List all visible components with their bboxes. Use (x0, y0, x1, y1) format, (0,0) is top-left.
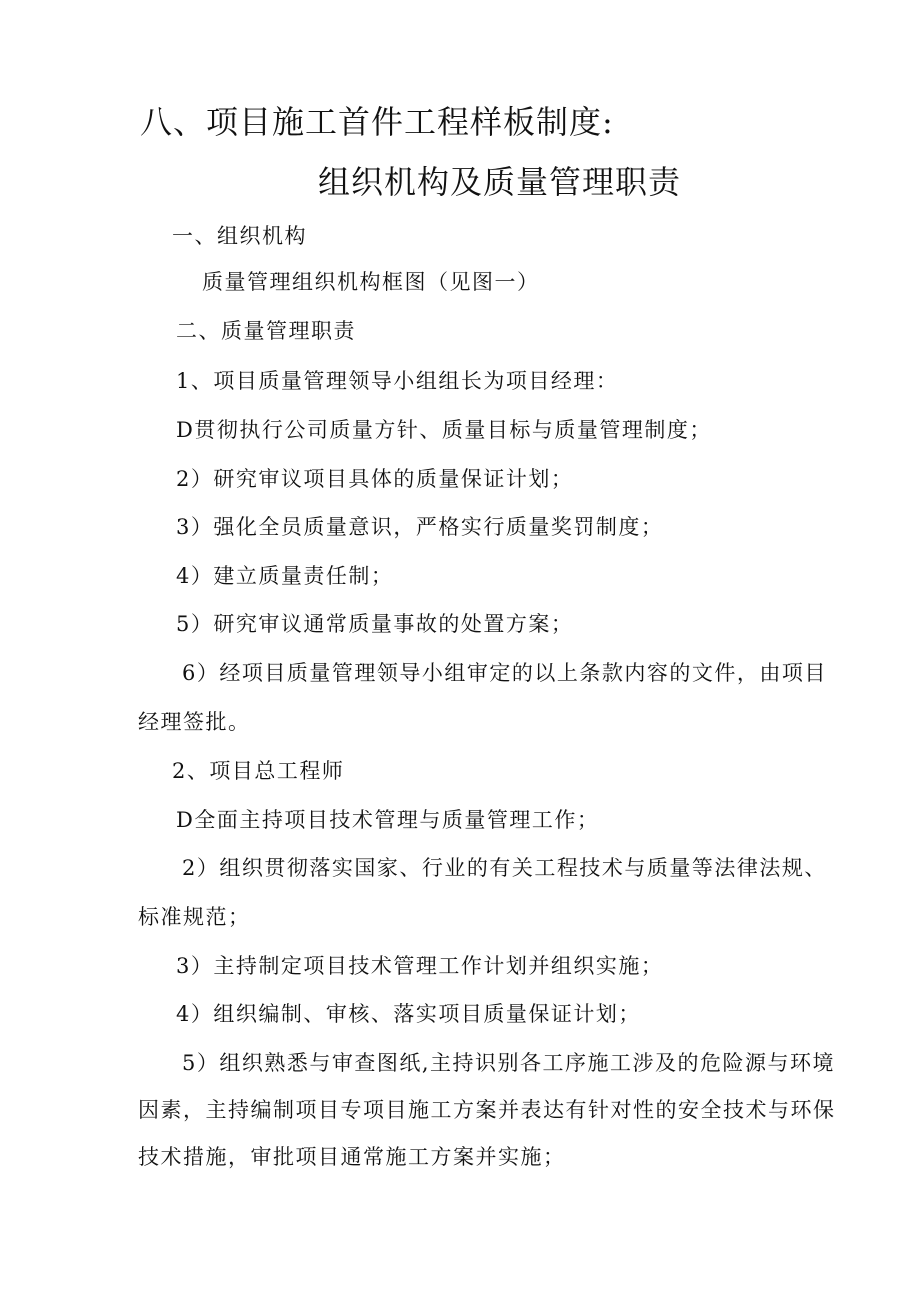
paragraph-line: 技术措施，审批项目通常施工方案并实施； (138, 1145, 566, 1169)
paragraph-line: D全面主持项目技术管理与质量管理工作； (176, 808, 600, 832)
paragraph-line: 5）研究审议通常质量事故的处置方案； (176, 612, 574, 636)
paragraph-line: D贯彻执行公司质量方针、质量目标与质量管理制度； (176, 418, 712, 442)
document-title: 八、项目施工首件工程样板制度: (140, 103, 614, 141)
paragraph-line: 5）组织熟悉与审查图纸,主持识别各工序施工涉及的危险源与环境 (182, 1051, 836, 1075)
org-structure-heading: 一、组织机构 (172, 224, 307, 248)
chief-engineer-heading: 2、项目总工程师 (172, 759, 345, 783)
section-heading: 组织机构及质量管理职责 (318, 163, 682, 201)
org-chart-reference: 质量管理组织机构框图（见图一） (202, 270, 540, 294)
paragraph-line: 3）强化全员质量意识，严格实行质量奖罚制度； (176, 515, 664, 539)
paragraph-line: 2）研究审议项目具体的质量保证计划； (176, 467, 574, 491)
responsibilities-heading: 二、质量管理职责 (176, 319, 356, 343)
paragraph-line: 3）主持制定项目技术管理工作计划并组织实施； (176, 954, 664, 978)
paragraph-line: 4）组织编制、审核、落实项目质量保证计划； (176, 1002, 641, 1026)
paragraph-line: 经理签批。 (138, 710, 251, 734)
paragraph-line: 6）经项目质量管理领导小组审定的以上条款内容的文件，由项目 (182, 661, 827, 685)
paragraph-line: 因素，主持编制项目专项目施工方案并表达有针对性的安全技术与环保 (138, 1098, 836, 1122)
leader-group-heading: 1、项目质量管理领导小组组长为项目经理： (176, 369, 619, 393)
paragraph-line: 标准规范； (138, 905, 251, 929)
paragraph-line: 2）组织贯彻落实国家、行业的有关工程技术与质量等法律法规、 (182, 856, 827, 880)
paragraph-line: 4）建立质量责任制； (176, 564, 394, 588)
